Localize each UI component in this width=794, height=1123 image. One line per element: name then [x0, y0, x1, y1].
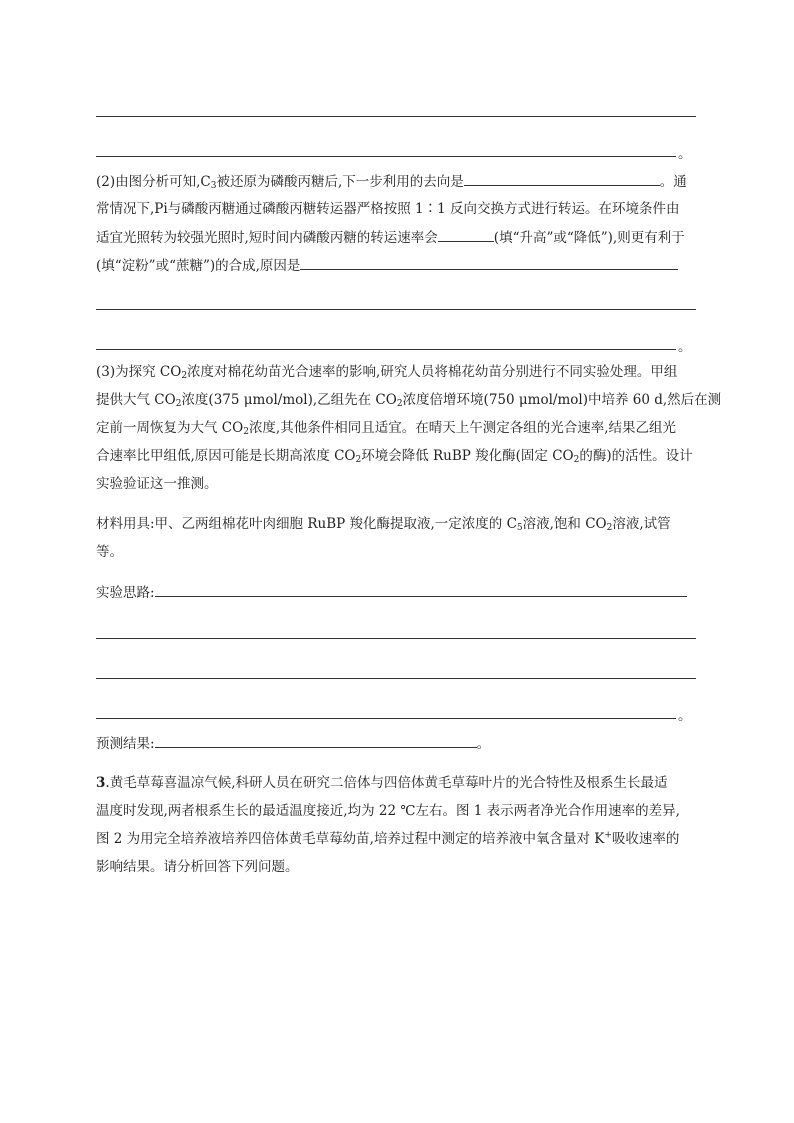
q2-line-3: 适宜光照转为较强光照时,短时间内磷酸丙糖的转运速率会 (填“升高”或“降低”),则更有利于 [96, 227, 685, 248]
q3-line-4: 合速率比甲组低,原因可能是长期高浓度 $CO_2$环境会降低 RuBP 羧化酶(固定 $CO_2$的酶)的活性。设计 [96, 448, 693, 465]
q3main-line-1: 3.黄毛草莓喜温凉气候,科研人员在研究二倍体与四倍体黄毛草莓叶片的光合特性及根系生长最适 [96, 775, 668, 791]
fill-blank[interactable] [155, 733, 477, 748]
answer-line-6 [96, 678, 696, 679]
answer-line-7 [96, 718, 676, 719]
q3main-line-3: 图 2 为用完全培养液培养四倍体黄毛草莓幼苗,培养过程中测定的培养液中氧含量对 K+吸收速率的 [96, 830, 680, 847]
period-2: 。 [678, 339, 692, 355]
q3-line-5: 实验验证这一推测。 [96, 476, 218, 492]
period-3: 。 [678, 708, 692, 724]
answer-line-3 [96, 309, 696, 310]
q3main-line-2: 温度时发现,两者根系生长的最适温度接近,均为 22 ℃左右。图 1 表示两者净光合作用速率的差异, [96, 803, 680, 819]
q3-line-1: (3)为探究 $CO_2$浓度对棉花幼苗光合速率的影响,研究人员将棉花幼苗分别进行不同实验处理。甲组 [96, 364, 678, 381]
answer-line-2 [96, 156, 676, 157]
answer-line-5 [96, 638, 696, 639]
idea-line: 实验思路: [96, 582, 687, 603]
fill-blank[interactable] [438, 227, 494, 242]
q3-line-3: 定前一周恢复为大气 $CO_2$浓度,其他条件相同且适宜。在晴天上午测定各组的光合速率,结果乙组光 [96, 420, 677, 437]
result-line: 预测结果: 。 [96, 733, 490, 754]
materials-line-1: 材料用具:甲、乙两组棉花叶肉细胞 RuBP 羧化酶提取液,一定浓度的 $C_5$溶液,饱和 $CO_2$溶液,试管 [96, 516, 671, 533]
fill-blank[interactable] [155, 582, 687, 597]
q3main-line-4: 影响结果。请分析回答下列问题。 [96, 859, 299, 875]
answer-line-4 [96, 349, 676, 350]
answer-line-1 [96, 116, 696, 117]
fill-blank[interactable] [464, 171, 660, 186]
q2-line-1: (2)由图分析可知$,C_3$被还原为磷酸丙糖后,下一步利用的去向是 。通 [96, 171, 687, 192]
q3-line-2: 提供大气 $CO_2$浓度(375 μmol/mol),乙组先在 $CO_2$浓度倍增环境(750 μmol/mol)中培养 60 d,然后在测 [96, 392, 722, 409]
fill-blank[interactable] [300, 255, 678, 270]
q2-line-2: 常情况下,Pi与磷酸丙糖通过磷酸丙糖转运器严格按照 1∶1 反向交换方式进行转运。在环境条件由 [96, 201, 680, 217]
period-1: 。 [678, 146, 692, 162]
q2-line-4: (填“淀粉”或“蔗糖”)的合成,原因是 [96, 255, 678, 276]
materials-line-2: 等。 [96, 544, 123, 560]
